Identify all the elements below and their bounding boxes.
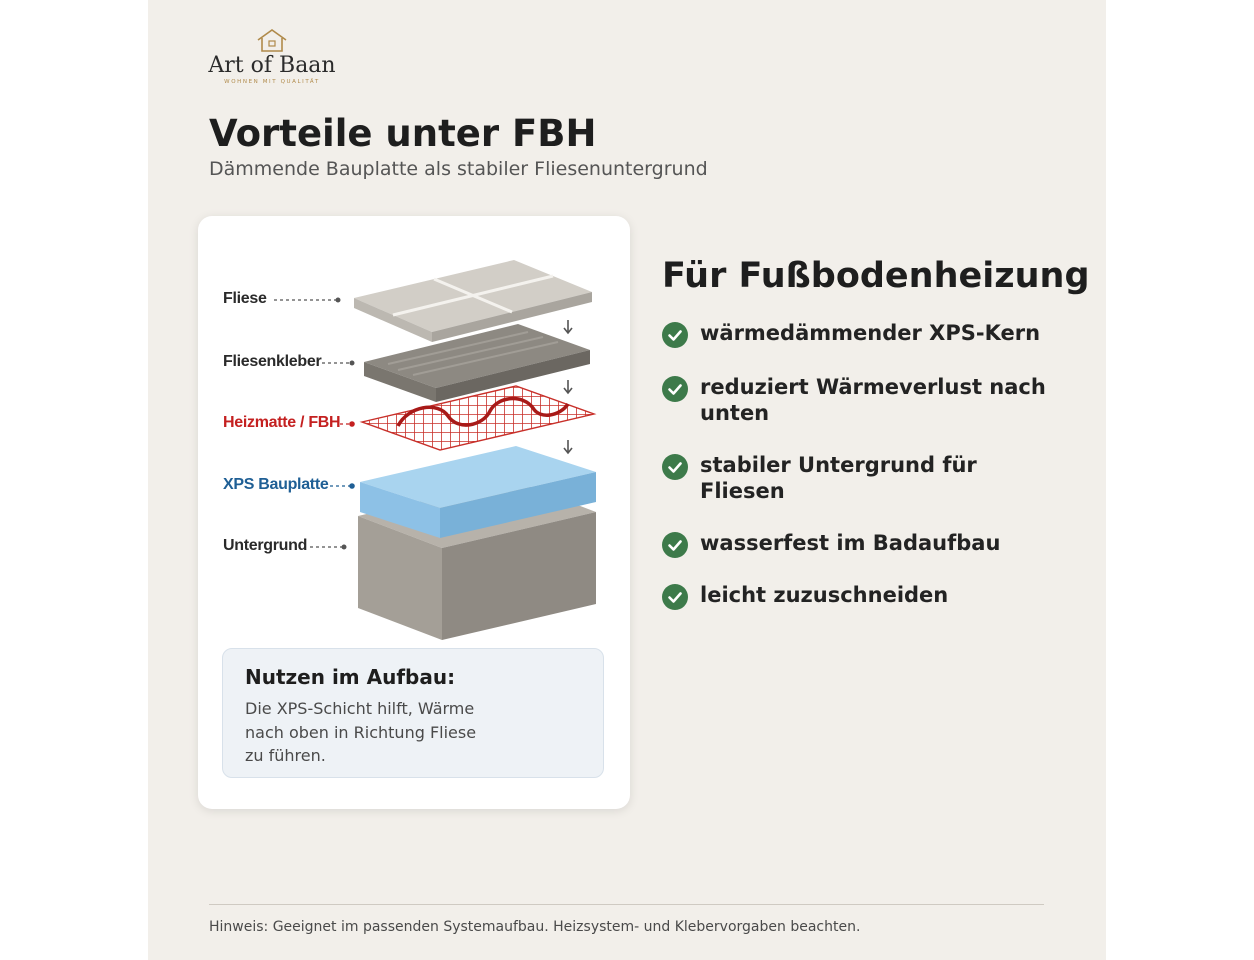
info-box	[222, 648, 604, 778]
check-icon	[662, 376, 688, 402]
house-icon	[255, 28, 289, 52]
brand-tagline: WOHNEN MIT QUALITÄT	[224, 79, 320, 85]
feature-text: stabiler Untergrund für Fliesen	[700, 453, 977, 503]
check-icon	[662, 532, 688, 558]
page-subtitle: Dämmende Bauplatte als stabiler Fliesenuntergrund	[209, 158, 708, 180]
check-icon	[662, 584, 688, 610]
feature-text: wärmedämmender XPS-Kern	[700, 321, 1041, 345]
info-box-text: Die XPS-Schicht hilft, Wärme nach oben in Richtung Fliese zu führen.	[245, 699, 477, 765]
feature-text: leicht zuzuschneiden	[700, 583, 949, 607]
check-icon	[662, 322, 688, 348]
layer-label-fliese: Fliese	[223, 290, 267, 307]
features-heading: Für Fußbodenheizung	[662, 256, 1090, 296]
footer-divider	[209, 904, 1044, 905]
layer-label-xps: XPS Bauplatte	[223, 476, 329, 493]
brand-name: Art of Baan	[208, 53, 336, 78]
layer-label-fliesenkleber: Fliesenkleber	[223, 353, 322, 370]
heizmatte-layer	[362, 386, 594, 450]
check-icon	[662, 454, 688, 480]
layer-label-heizmatte: Heizmatte / FBH	[223, 414, 341, 431]
layer-diagram-card	[198, 216, 630, 809]
info-box-title: Nutzen im Aufbau:	[245, 665, 456, 689]
footer-note: Hinweis: Geeignet im passenden Systemaufbau. Heizsystem- und Klebervorgaben beachten.	[209, 919, 861, 935]
layer-label-untergrund: Untergrund	[223, 537, 308, 554]
feature-text: reduziert Wärmeverlust nach unten	[700, 375, 1046, 425]
brand-logo	[206, 28, 338, 94]
page-title: Vorteile unter FBH	[209, 112, 597, 155]
feature-text: wasserfest im Badaufbau	[700, 531, 1001, 555]
